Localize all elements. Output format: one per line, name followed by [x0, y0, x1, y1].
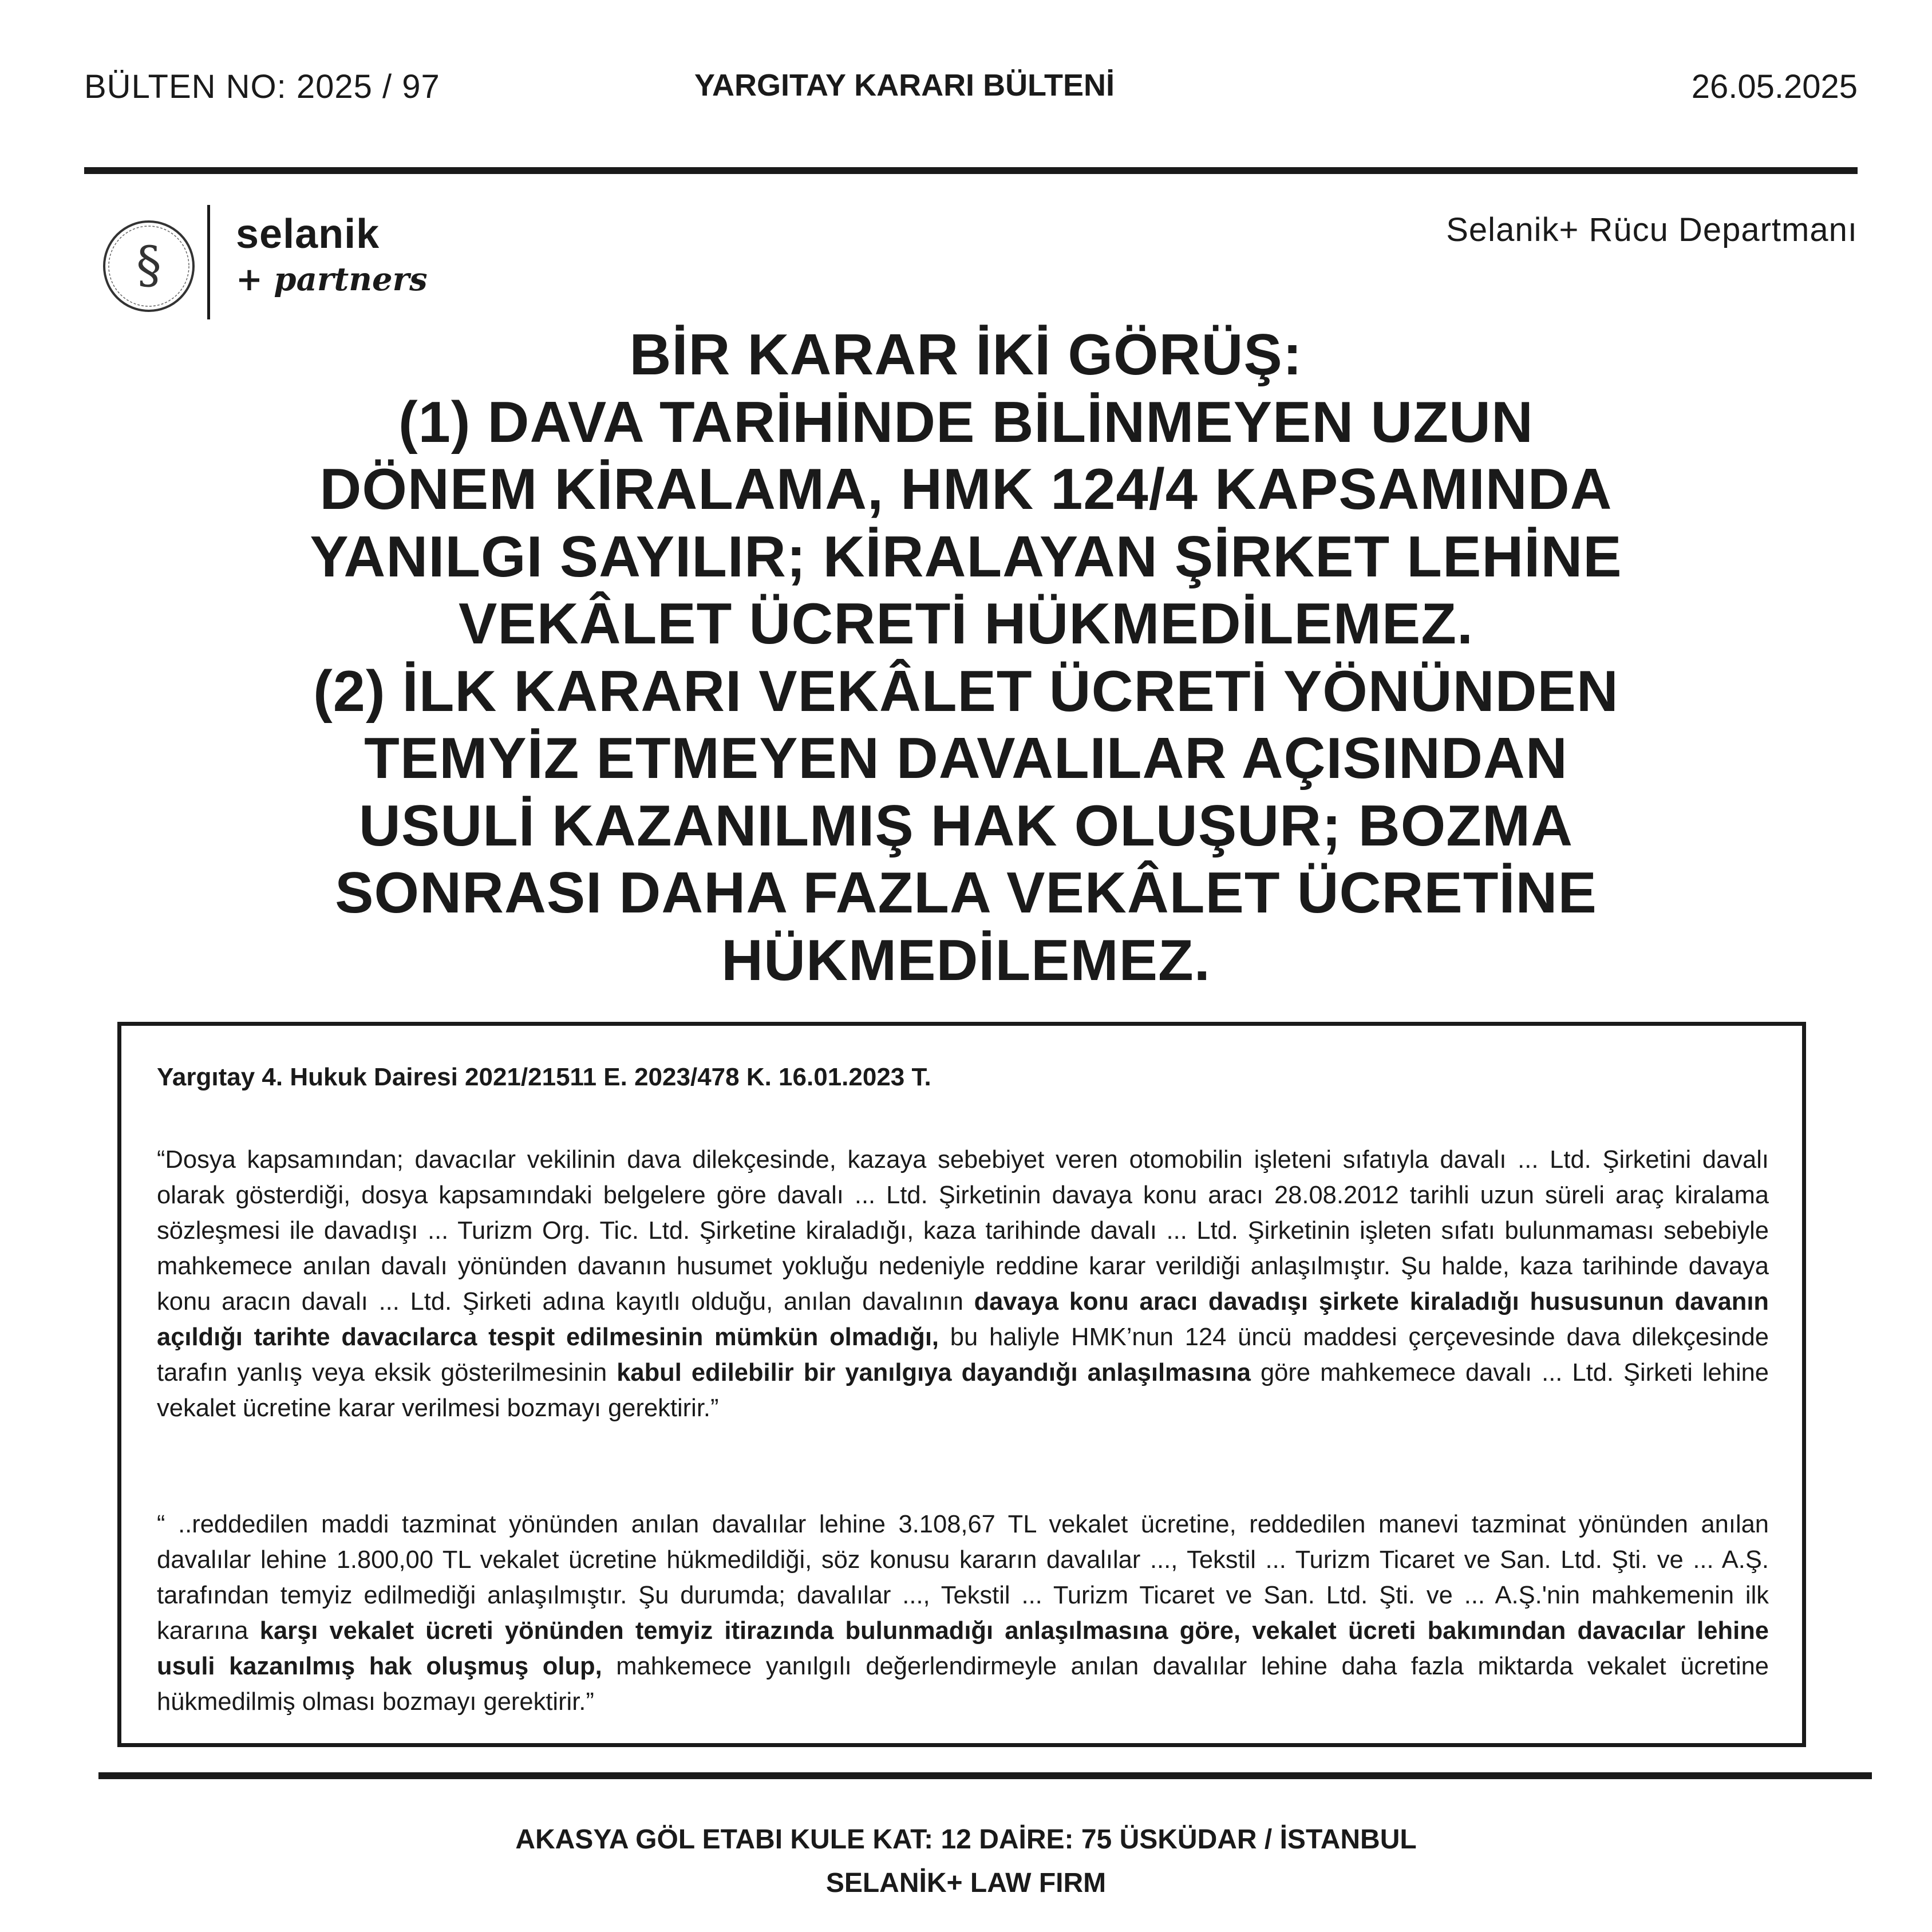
quote-text: “Dosya kapsamından; davacılar vekilinin dava dilekçesinde, kazaya sebebiyet veren otomobilin işleteni sıfatıyla davalı ... Ltd. Şirketini davalı olarak gösterdiği, dosya kapsamındaki belgelere göre davalı ... Ltd. Şirketinin davaya konu aracı 28.08.2012 tarihli uzun süreli araç kiralama sözleşmesi ile davadışı ... Turizm Org. Tic. Ltd. Şirketine kiraladığı, kaza tarihinde davalı ... Ltd. Şirketinin işleten sıfatı bulunmaması sebebiyle mahkemece anılan davalı yönünden davanın husumet yokluğu nedeniyle reddine karar verildiği anlaşılmıştır. Şu halde, kaza tarihinde davaya konu aracın davalı ... Ltd. Şirketi adına kayıtlı olduğu, anılan davalının — [157, 1146, 1769, 1315]
decision-paragraph-1 — [157, 1142, 1769, 1426]
bulletin-number: BÜLTEN NO: 2025 / 97 — [84, 68, 440, 105]
headline-line: HÜKMEDİLEMEZ. — [721, 928, 1211, 993]
headline-line: TEMYİZ ETMEYEN DAVALILAR AÇISINDAN — [364, 726, 1568, 791]
headline-line: BİR KARAR İKİ GÖRÜŞ: — [629, 323, 1303, 387]
quote-text: göre mahkemece davalı ... Ltd. Şirketi lehine vekalet ücretine karar verilmesi bozmayı gerektirir.” — [157, 1359, 1769, 1422]
svg-text:§: § — [136, 235, 161, 294]
footer-address: AKASYA GÖL ETABI KULE KAT: 12 DAİRE: 75 ÜSKÜDAR / İSTANBUL — [515, 1824, 1417, 1855]
decision-citation: Yargıtay 4. Hukuk Dairesi 2021/21511 E. 2023/478 K. 16.01.2023 T. — [157, 1063, 931, 1091]
headline — [149, 322, 1783, 994]
quote-emphasis: karşı vekalet ücreti yönünden temyiz itirazında bulunmadığı anlaşılmasına göre, vekalet ücreti bakımından davacılar lehine usuli kazanılmış hak oluşmuş olup, — [157, 1617, 1769, 1680]
headline-line: (2) İLK KARARI VEKÂLET ÜCRETİ YÖNÜNDEN — [313, 659, 1619, 724]
top-divider — [84, 167, 1858, 174]
quote-text: “ ..reddedilen maddi tazminat yönünden anılan davalılar lehine 3.108,67 TL vekalet ücretine, reddedilen manevi tazminat yönünden anılan davalılar lehine 1.800,00 TL vekalet ücretine hükmedildiği, söz konusu kararın davalılar ..., Tekstil ... Turizm Ticaret ve San. Ltd. Şti. ve ... A.Ş. tarafından temyiz edilmediği anlaşılmıştır. Şu durumda; davalılar ..., Tekstil ... Turizm Ticaret ve San. Ltd. Şti. ve ... A.Ş.'nin mahkemenin ilk kararına — [157, 1511, 1769, 1645]
department-name: Selanik+ Rücu Departmanı — [1446, 211, 1858, 248]
logo-partners: + partners — [236, 260, 428, 298]
decision-box — [117, 1022, 1806, 1747]
headline-line: SONRASI DAHA FAZLA VEKÂLET ÜCRETİNE — [335, 861, 1597, 925]
quote-text: bu haliyle HMK’nun 124 üncü maddesi çerçevesinde dava dilekçesinde tarafın yanlış veya eksik gösterilmesinin — [157, 1323, 1769, 1386]
headline-line: DÖNEM KİRALAMA, HMK 124/4 KAPSAMINDA — [319, 457, 1613, 521]
bulletin-date: 26.05.2025 — [1691, 68, 1858, 105]
headline-line: USULİ KAZANILMIŞ HAK OLUŞUR; BOZMA — [358, 793, 1574, 858]
headline-line: YANILGI SAYILIR; KİRALAYAN ŞİRKET LEHİNE — [310, 524, 1622, 589]
logo-name: selanik — [236, 211, 380, 257]
headline-line: VEKÂLET ÜCRETİ HÜKMEDİLEMEZ. — [458, 592, 1474, 656]
section-sign-icon — [97, 215, 200, 318]
quote-emphasis: kabul edilebilir bir yanılgıya dayandığı anlaşılmasına — [617, 1359, 1251, 1386]
logo-divider — [207, 205, 210, 319]
quote-text: mahkemece yanılgılı değerlendirmeyle anılan davalılar lehine daha fazla miktarda vekalet ücretine hükmedilmiş olması bozmayı gerektirir.” — [157, 1653, 1769, 1716]
quote-emphasis: davaya konu aracı davadışı şirkete kiraladığı hususunun davanın açıldığı tarihte davacılarca tespit edilmesinin mümkün olmadığı, — [157, 1288, 1769, 1351]
footer-firm-name: SELANİK+ LAW FIRM — [825, 1868, 1107, 1898]
bulletin-title: YARGITAY KARARI BÜLTENİ — [694, 68, 1115, 102]
decision-paragraph-2 — [157, 1507, 1769, 1720]
bottom-divider — [98, 1772, 1872, 1779]
headline-line: (1) DAVA TARİHİNDE BİLİNMEYEN UZUN — [398, 390, 1534, 455]
